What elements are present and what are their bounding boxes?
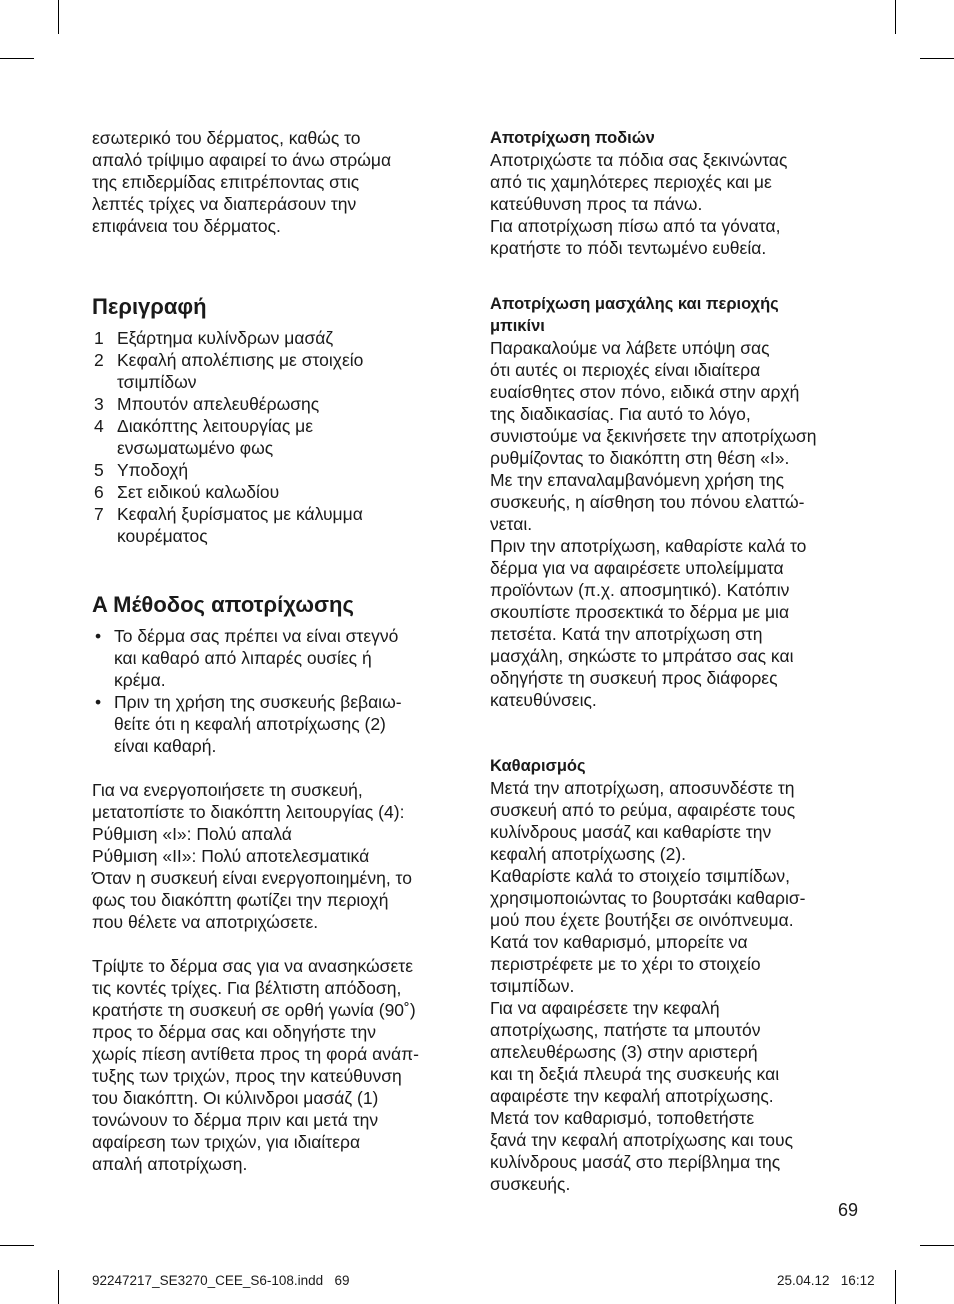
item-number: 6 <box>94 482 104 502</box>
text-line: χωρίς πίεση αντίθετα προς τη φορά ανάπ- <box>92 1044 419 1064</box>
bullet-list <box>92 625 468 757</box>
text-line: μασχάλη, σηκώστε το μπράτσο σας και <box>490 646 794 666</box>
text-line: Ρύθμιση «I»: Πολύ απαλά <box>92 824 292 844</box>
item-text: ενσωματωμένο φως <box>117 438 274 458</box>
text-line: μετατοπίστε το διακόπτη λειτουργίας (4): <box>92 802 405 822</box>
item-text: Εξάρτημα κυλίνδρων μασάζ <box>117 328 334 348</box>
item-text: Μπουτόν απελευθέρωσης <box>117 394 320 414</box>
footer-file-info: 92247217_SE3270_CEE_S6-108.indd 69 <box>92 1273 350 1288</box>
text-line: συνιστούμε να ξεκινήσετε την αποτρίχωση <box>490 426 817 446</box>
text-line: απελευθέρωσης (3) στην αριστερή <box>490 1042 758 1062</box>
text-line: τις κοντές τρίχες. Για βέλτιστη απόδοση, <box>92 978 402 998</box>
bullet-item <box>92 691 468 757</box>
text-line: αφαιρέστε την κεφαλή αποτρίχωσης. <box>490 1086 774 1106</box>
text-line: αποτρίχωσης, πατήστε τα μπουτόν <box>490 1020 761 1040</box>
text-line: ξανά την κεφαλή αποτρίχωσης και τους <box>490 1130 794 1150</box>
list-item <box>92 503 468 547</box>
left-column <box>92 127 468 1175</box>
legs-section <box>490 127 870 259</box>
crop-mark <box>58 1270 59 1304</box>
list-item <box>92 327 468 349</box>
text-line: της διαδικασίας. Για αυτό το λόγο, <box>490 404 751 424</box>
item-number: 2 <box>94 350 104 370</box>
description-section <box>92 293 468 547</box>
text-line: απαλό τρίψιμο αφαιρεί το άνω στρώμα <box>92 150 392 170</box>
bullet-text: και καθαρό από λιπαρές ουσίες ή <box>114 648 372 668</box>
list-item <box>92 415 468 459</box>
legs-heading: Αποτρίχωση ποδιών <box>490 129 655 147</box>
list-item <box>92 393 468 415</box>
item-text: τσιμπίδων <box>117 372 197 392</box>
item-number: 7 <box>94 504 104 524</box>
text-line: κρατήστε τη συσκευή σε ορθή γωνία (90˚) <box>92 1000 416 1020</box>
text-line: Πριν την αποτρίχωση, καθαρίστε καλά το <box>490 536 807 556</box>
text-line: συσκευής, η αίσθηση του πόνου ελαττώ- <box>490 492 805 512</box>
text-line: κατευθύνσεις. <box>490 690 597 710</box>
underarm-heading: μπικίνι <box>490 317 545 335</box>
bullet-text: κρέμα. <box>114 670 166 690</box>
footer-date: 25.04.12 16:12 <box>777 1273 875 1288</box>
text-line: Καθαρίστε καλά το στοιχείο τσιμπίδων, <box>490 866 790 886</box>
text-line: και τη δεξιά πλευρά της συσκευής και <box>490 1064 780 1084</box>
text-line: ρυθμίζοντας το διακόπτη στη θέση «I». <box>490 448 790 468</box>
parts-list <box>92 327 468 547</box>
item-text: Διακόπτης λειτουργίας με <box>117 416 314 436</box>
text-line: της επιδερμίδας επιτρέποντας στις <box>92 172 360 192</box>
text-line: εσωτερικό του δέρματος, καθώς το <box>92 128 361 148</box>
text-line: πετσέτα. Κατά την αποτρίχωση στη <box>490 624 763 644</box>
crop-mark <box>0 1245 34 1246</box>
text-line: απαλή αποτρίχωση. <box>92 1154 248 1174</box>
text-line: περιστρέφετε με το χέρι το στοιχείο <box>490 954 761 974</box>
text-line: αφαίρεση των τριχών, για ιδιαίτερα <box>92 1132 361 1152</box>
text-line: Μετά την αποτρίχωση, αποσυνδέστε τη <box>490 778 795 798</box>
text-line: Μετά τον καθαρισμό, τοποθετήστε <box>490 1108 755 1128</box>
text-line: του διακόπτη. Οι κύλινδροι μασάζ (1) <box>92 1088 379 1108</box>
text-line: συσκευή από το ρεύμα, αφαιρέστε τους <box>490 800 796 820</box>
text-line: κυλίνδρους μασάζ και καθαρίστε την <box>490 822 772 842</box>
item-text: Κεφαλή απολέπισης με στοιχείο <box>117 350 364 370</box>
text-line: κυλίνδρους μασάζ στο περίβλημα της <box>490 1152 781 1172</box>
cleaning-heading: Καθαρισμός <box>490 757 586 775</box>
text-line: δέρμα για να αφαιρέσετε υπολείμματα <box>490 558 784 578</box>
crop-mark <box>895 0 896 34</box>
item-number: 3 <box>94 394 104 414</box>
text-line: από τις χαμηλότερες περιοχές και με <box>490 172 772 192</box>
underarm-section <box>490 293 870 711</box>
text-line: Παρακαλούμε να λάβετε υπόψη σας <box>490 338 770 358</box>
text-line: σκουπίστε προσεκτικά το δέρμα με μια <box>490 602 790 622</box>
text-line: Κατά τον καθαρισμό, μπορείτε να <box>490 932 748 952</box>
bullet-text: είναι καθαρή. <box>114 736 217 756</box>
text-line: Αποτριχώστε τα πόδια σας ξεκινώντας <box>490 150 788 170</box>
item-number: 1 <box>94 328 104 348</box>
item-number: 5 <box>94 460 104 480</box>
bullet-text: Πριν τη χρήση της συσκευής βεβαιω- <box>114 692 402 712</box>
item-text: Υποδοχή <box>117 460 189 480</box>
text-line: τονώνουν το δέρμα πριν και μετά την <box>92 1110 379 1130</box>
text-line: προς το δέρμα σας και οδηγήστε την <box>92 1022 376 1042</box>
cleaning-section <box>490 755 870 1195</box>
list-item <box>92 349 468 393</box>
crop-mark <box>920 1245 954 1246</box>
intro-paragraph <box>92 127 468 237</box>
bullet-text: Το δέρμα σας πρέπει να είναι στεγνό <box>114 626 399 646</box>
text-line: επιφάνεια του δέρματος. <box>92 216 281 236</box>
list-item <box>92 459 468 481</box>
right-column <box>490 127 870 1195</box>
text-line: προϊόντων (π.χ. αποσμητικό). Κατόπιν <box>490 580 790 600</box>
text-line: Για να ενεργοποιήσετε τη συσκευή, <box>92 780 363 800</box>
text-line: που θέλετε να αποτριχώσετε. <box>92 912 319 932</box>
text-line: κρατήστε το πόδι τεντωμένο ευθεία. <box>490 238 767 258</box>
text-line: Ρύθμιση «II»: Πολύ αποτελεσματικά <box>92 846 370 866</box>
method-heading: A Μέθοδος αποτρίχωσης <box>92 592 354 617</box>
page-number: 69 <box>838 1200 859 1220</box>
item-text: Κεφαλή ξυρίσματος με κάλυμμα <box>117 504 363 524</box>
text-line: χρησιμοποιώντας το βουρτσάκι καθαρισ- <box>490 888 806 908</box>
text-line: ευαίσθητες στον πόνο, ειδικά στην αρχή <box>490 382 800 402</box>
item-text: κουρέματος <box>117 526 208 546</box>
bullet-mark: • <box>95 626 102 646</box>
description-heading: Περιγραφή <box>92 294 207 319</box>
text-line: οδηγήστε τη συσκευή προς διάφορες <box>490 668 778 688</box>
text-line: μού που έχετε βουτήξει σε οινόπνευμα. <box>490 910 794 930</box>
bullet-item <box>92 625 468 691</box>
text-line: Για να αφαιρέσετε την κεφαλή <box>490 998 720 1018</box>
text-line: τσιμπίδων. <box>490 976 575 996</box>
text-line: συσκευής. <box>490 1174 571 1194</box>
text-line: λεπτές τρίχες να διαπεράσουν την <box>92 194 357 214</box>
crop-mark <box>895 1270 896 1304</box>
text-line: φως του διακόπτη φωτίζει την περιοχή <box>92 890 389 910</box>
item-number: 4 <box>94 416 104 436</box>
text-line: Για αποτρίχωση πίσω από τα γόνατα, <box>490 216 781 236</box>
crop-mark <box>58 0 59 34</box>
method-section <box>92 591 468 1175</box>
text-line: νεται. <box>490 514 533 534</box>
underarm-heading: Αποτρίχωση μασχάλης και περιοχής <box>490 295 779 313</box>
crop-mark <box>0 58 34 59</box>
bullet-text: θείτε ότι η κεφαλή αποτρίχωσης (2) <box>114 714 386 734</box>
text-line: κεφαλή αποτρίχωσης (2). <box>490 844 687 864</box>
item-text: Σετ ειδικού καλωδίου <box>117 482 280 502</box>
activation-paragraph <box>92 779 468 933</box>
text-line: ότι αυτές οι περιοχές είναι ιδιαίτερα <box>490 360 761 380</box>
text-line: Με την επαναλαμβανόμενη χρήση της <box>490 470 785 490</box>
text-line: Τρίψτε το δέρμα σας για να ανασηκώσετε <box>92 956 413 976</box>
text-line: κατεύθυνση προς τα πάνω. <box>490 194 703 214</box>
bullet-mark: • <box>95 692 102 712</box>
crop-mark <box>920 58 954 59</box>
text-line: τυξης των τριχών, προς την κατεύθυνση <box>92 1066 402 1086</box>
text-line: Όταν η συσκευή είναι ενεργοποιημένη, το <box>92 868 412 888</box>
list-item <box>92 481 468 503</box>
technique-paragraph <box>92 955 468 1175</box>
